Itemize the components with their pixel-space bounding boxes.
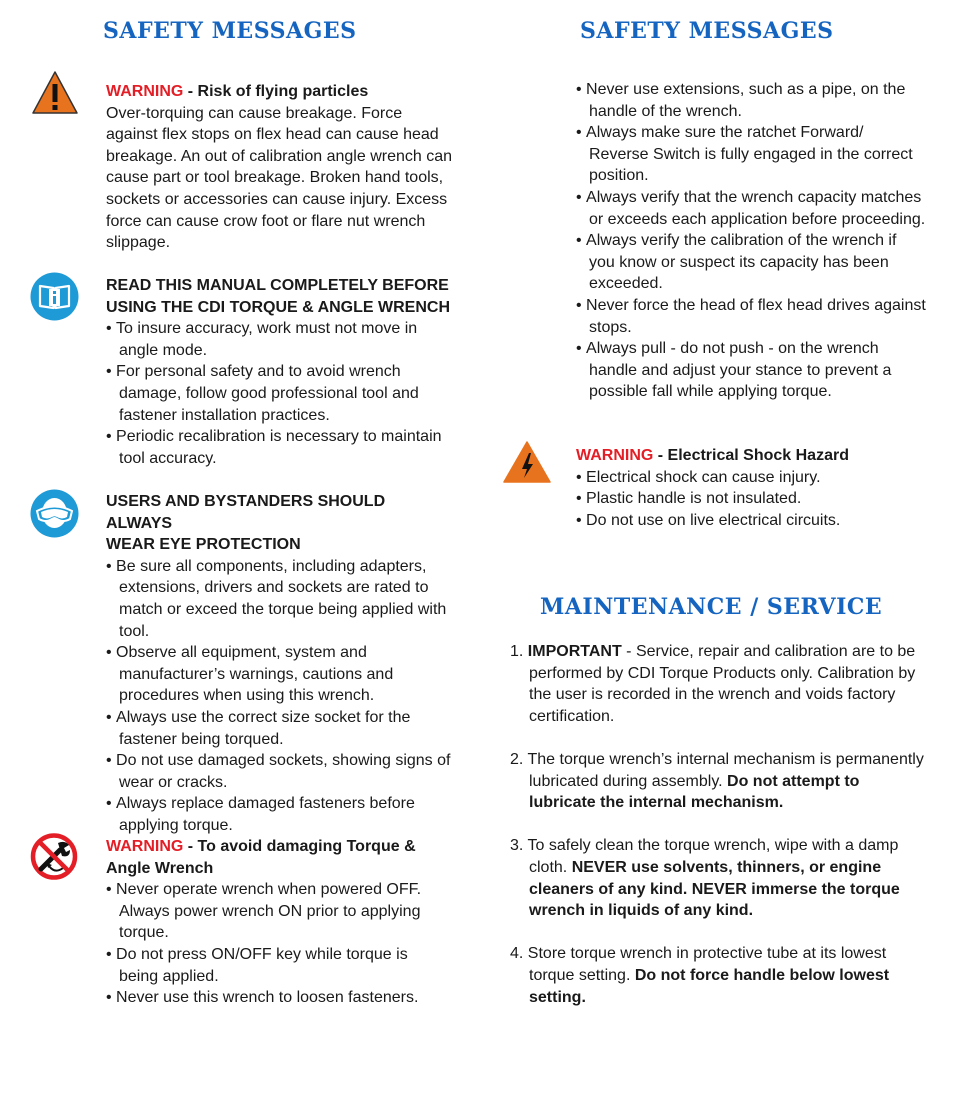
list-item: • Always use the correct size socket for the fastener being torqued. (106, 707, 451, 750)
warning-title: - To avoid damaging Torque & (183, 838, 416, 855)
eye-protection-section (106, 491, 451, 837)
list-item: • Always pull - do not push - on the wrench handle and adjust your stance to prevent a possible fall while applying torque. (576, 338, 926, 403)
read-manual-icon (30, 272, 79, 321)
list-item: • For personal safety and to avoid wrench damage, follow good professional tool and fastener installation practices. (106, 361, 451, 426)
warning-label: WARNING (576, 447, 654, 464)
list-item: 2. The torque wrench’s internal mechanism is permanently lubricated during assembly. Do not attempt to lubricate the internal mechanism. (510, 750, 924, 812)
read-manual-section (106, 275, 451, 469)
list-item: • Never use extensions, such as a pipe, on the handle of the wrench. (576, 79, 926, 122)
warning-label: WARNING (106, 838, 184, 855)
electrical-warning-section (576, 445, 926, 531)
left-heading: SAFETY MESSAGES (103, 18, 357, 44)
warning-label: WARNING (106, 83, 184, 100)
warning-text: Over-torquing can cause breakage. Force against flex stops on flex head can cause head breakage. An out of calibration angle wrench can cause part or tool breakage. Broken hand tools, sockets or accessories can cause injury. Excess force can cause crow foot or flare nut wrench slippage. (106, 104, 453, 252)
list-item: • Never force the head of flex head drives against stops. (576, 295, 926, 338)
safety-list (576, 79, 926, 403)
eye-protection-icon (30, 489, 79, 538)
maintenance-heading: MAINTENANCE / SERVICE (540, 594, 883, 620)
list-item: • Electrical shock can cause injury. (576, 467, 926, 489)
list-item: 1. IMPORTANT - Service, repair and calibration are to be performed by CDI Torque Products only. Calibration by the user is recorded in the wrench and voids factory certification. (510, 643, 916, 725)
right-heading: SAFETY MESSAGES (580, 18, 834, 44)
list-item: • Always make sure the ratchet Forward/ Reverse Switch is fully engaged in the correct position. (576, 122, 926, 187)
list-item: • Always verify the calibration of the wrench if you know or suspect its capacity has been exceeded. (576, 230, 926, 295)
eye-head-line1: USERS AND BYSTANDERS SHOULD ALWAYS (106, 493, 386, 532)
manual-head-line1: READ THIS MANUAL COMPLETELY BEFORE (106, 277, 449, 294)
list-item: • To insure accuracy, work must not move in angle mode. (106, 318, 451, 361)
list-item: • Always replace damaged fasteners before applying torque. (106, 793, 451, 836)
list-item: • Periodic recalibration is necessary to maintain tool accuracy. (106, 426, 451, 469)
warning-title: - Risk of flying particles (183, 83, 369, 100)
list-item: • Do not use damaged sockets, showing signs of wear or cracks. (106, 750, 451, 793)
no-loosening-wrench-icon (29, 832, 79, 881)
list-item: • Observe all equipment, system and manufacturer’s warnings, cautions and procedures when using this wrench. (106, 642, 451, 707)
warning-title: - Electrical Shock Hazard (653, 447, 849, 464)
list-item: • Do not press ON/OFF key while torque is being applied. (106, 944, 451, 987)
maintenance-list (510, 641, 930, 1008)
list-item: • Always verify that the wrench capacity matches or exceeds each application before proceeding. (576, 187, 926, 230)
list-item: • Never operate wrench when powered OFF. Always power wrench ON prior to applying torque. (106, 879, 451, 944)
list-item: • Never use this wrench to loosen fasteners. (106, 987, 451, 1009)
list-item: • Plastic handle is not insulated. (576, 488, 926, 510)
electrical-shock-icon (502, 440, 552, 484)
flying-particles-warning (106, 81, 456, 254)
warning-title-line2: Angle Wrench (106, 859, 214, 877)
list-item: • Be sure all components, including adapters, extensions, drivers and sockets are rated to match or exceed the torque being applied with tool. (106, 556, 451, 642)
damage-warning-section (106, 836, 451, 1009)
warning-triangle-icon (31, 70, 79, 115)
manual-head-line2: USING THE CDI TORQUE & ANGLE WRENCH (106, 298, 451, 316)
eye-head-line2: WEAR EYE PROTECTION (106, 536, 301, 554)
list-item: • Do not use on live electrical circuits. (576, 510, 926, 532)
list-item: 4. Store torque wrench in protective tube at its lowest torque setting. Do not force handle below lowest setting. (510, 945, 890, 1006)
list-item: 3. To safely clean the torque wrench, wipe with a damp cloth. NEVER use solvents, thinners, or engine cleaners of any kind. NEVER immerse the torque wrench in liquids of any kind. (510, 837, 900, 920)
